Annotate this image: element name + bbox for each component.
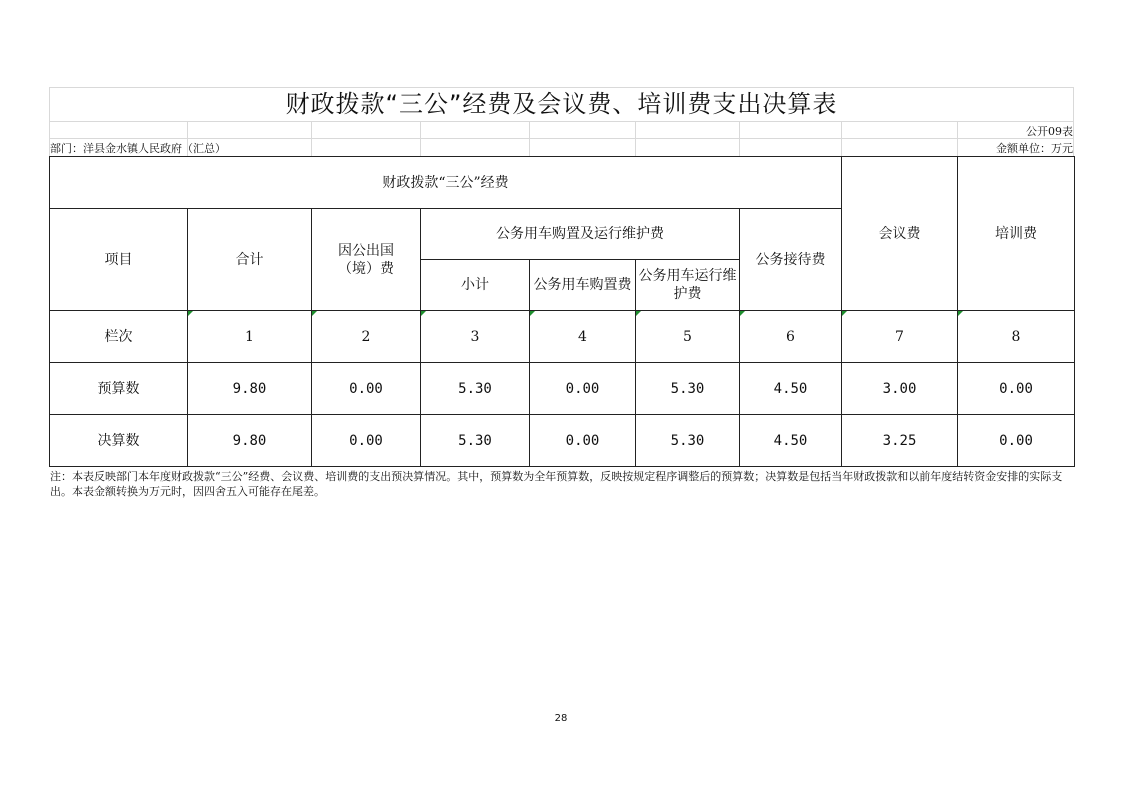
header-row-1 xyxy=(50,157,1075,209)
table-cell: 0.00 xyxy=(958,363,1075,415)
table-cell xyxy=(842,311,958,363)
table-cell xyxy=(530,311,636,363)
cell-marker xyxy=(740,311,745,316)
table-cell: 5.30 xyxy=(421,363,530,415)
table-cell xyxy=(636,311,740,363)
department-label: 部门：洋县金水镇人民政府（汇总） xyxy=(50,142,226,155)
table-cell: 5.30 xyxy=(421,415,530,467)
table-cell: 5.30 xyxy=(636,363,740,415)
sheet-gridline xyxy=(841,121,842,156)
cell-marker xyxy=(421,311,426,316)
table-cell: 0.00 xyxy=(312,363,421,415)
header-vehicle-operation xyxy=(636,260,740,311)
header-vehicle-purchase xyxy=(530,260,636,311)
header-item: 项目 xyxy=(50,209,188,311)
sheet-gridline xyxy=(529,121,530,156)
cell-marker xyxy=(188,311,193,316)
amount-unit-label: 金额单位：万元 xyxy=(996,142,1073,155)
table-cell: 0.00 xyxy=(530,363,636,415)
table-cell: 0.00 xyxy=(312,415,421,467)
table-cell: 4.50 xyxy=(740,415,842,467)
sheet-gridline xyxy=(739,121,740,156)
header-three-public-funds: 财政拨款“三公”经费 xyxy=(50,157,842,209)
cell-value: 8 xyxy=(1011,328,1021,345)
sheet-gridline xyxy=(49,138,1074,139)
cell-marker xyxy=(636,311,641,316)
header-abroad-fee xyxy=(312,209,421,311)
table-cell: 9.80 xyxy=(188,415,312,467)
cell-marker xyxy=(842,311,847,316)
header-training-fee: 培训费 xyxy=(958,157,1075,311)
sheet-gridline xyxy=(957,121,958,156)
table-cell: 3.25 xyxy=(842,415,958,467)
header-vehicle-operation-label: 公务用车运行维护费 xyxy=(638,268,737,302)
cell-marker xyxy=(530,311,535,316)
table-cell: 9.80 xyxy=(188,363,312,415)
table-cell xyxy=(421,311,530,363)
cell-value: 5 xyxy=(683,328,692,345)
page-title: 财政拨款“三公”经费及会议费、培训费支出决算表 xyxy=(285,90,838,118)
cell-value: 7 xyxy=(895,328,904,345)
cell-value: 1 xyxy=(245,328,254,345)
sheet-gridline xyxy=(311,121,312,156)
header-subtotal: 小计 xyxy=(421,260,530,311)
table-cell xyxy=(958,311,1075,363)
page-number: 28 xyxy=(554,713,568,724)
header-total: 合计 xyxy=(188,209,312,311)
table-cell xyxy=(740,311,842,363)
header-vehicle-group: 公务用车购置及运行维护费 xyxy=(421,209,740,260)
sheet-gridline xyxy=(635,121,636,156)
table-cell: 0.00 xyxy=(958,415,1075,467)
table-cell: 3.00 xyxy=(842,363,958,415)
header-meeting-fee: 会议费 xyxy=(842,157,958,311)
row-label: 预算数 xyxy=(50,363,188,415)
table-row xyxy=(50,363,1075,415)
table-footnote: 注：本表反映部门本年度财政拨款“三公”经费、会议费、培训费的支出预决算情况。其中，预算数为全年预算数，反映按规定程序调整后的预算数；决算数是包括当年财政拨款和以前年度结转资金安排的实际支出。本表金额转换为万元时，因四舍五入可能存在尾差。 xyxy=(50,470,1063,498)
header-vehicle-purchase-label: 公务用车购置费 xyxy=(533,277,632,293)
table-cell: 4.50 xyxy=(740,363,842,415)
table-cell xyxy=(312,311,421,363)
row-label: 决算数 xyxy=(50,415,188,467)
table-row xyxy=(50,415,1075,467)
form-number: 公开09表 xyxy=(1026,125,1073,138)
table-cell: 5.30 xyxy=(636,415,740,467)
cell-marker xyxy=(958,311,963,316)
table-row xyxy=(50,311,1075,363)
cell-value: 6 xyxy=(786,328,795,345)
table-cell: 0.00 xyxy=(530,415,636,467)
header-reception-fee: 公务接待费 xyxy=(740,209,842,311)
sheet-gridline xyxy=(420,121,421,156)
cell-value: 3 xyxy=(470,328,480,345)
cell-value: 4 xyxy=(578,328,587,345)
table-cell xyxy=(188,311,312,363)
header-abroad-fee-label: 因公出国（境）费 xyxy=(338,242,394,277)
cell-value: 2 xyxy=(361,328,371,345)
cell-marker xyxy=(312,311,317,316)
expenditure-table xyxy=(49,156,1075,467)
row-label: 栏次 xyxy=(50,311,188,363)
